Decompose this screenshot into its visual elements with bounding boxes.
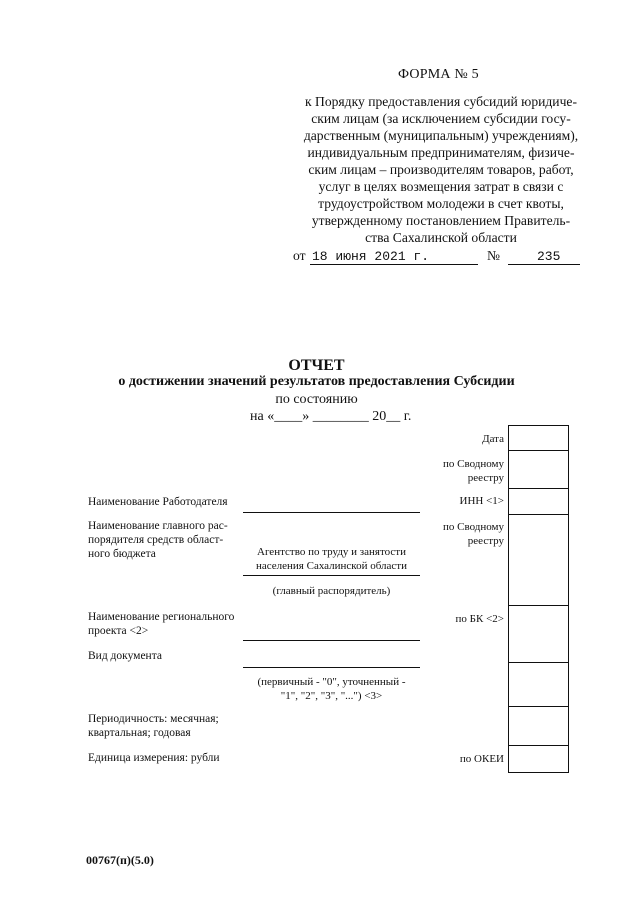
intro-line: индивидуальным предпринимателям, физиче- bbox=[307, 145, 575, 160]
intro-line: утвержденному постановлением Правитель- bbox=[311, 213, 571, 228]
registry-line: реестру bbox=[467, 535, 504, 547]
doc-caption-line: "1", "2", "3", "...") <3> bbox=[280, 690, 383, 702]
chief-field-line bbox=[243, 575, 420, 576]
decree-number-sign: № bbox=[487, 248, 500, 263]
doc-type-caption bbox=[243, 675, 420, 703]
doc-caption-line: (первичный - "0", уточненный - bbox=[257, 676, 406, 688]
registry-code-label bbox=[420, 457, 504, 485]
report-date-template: на «____» ________ 20__ г. bbox=[250, 409, 412, 424]
doc-type-field-line bbox=[243, 667, 420, 668]
decree-number-value: 235 bbox=[537, 249, 561, 264]
regional-project-line: Наименование регионального bbox=[88, 611, 235, 623]
okei-code-box[interactable] bbox=[508, 746, 569, 773]
employer-label: Наименование Работодателя bbox=[88, 496, 228, 508]
intro-line: ским лицам (за исключением субсидии госу- bbox=[311, 111, 571, 126]
agency-line: населения Сахалинской области bbox=[255, 560, 407, 572]
chief-manager-line: порядителя средств област- bbox=[88, 534, 224, 546]
registry-code-box[interactable] bbox=[508, 450, 569, 489]
intro-line: к Порядку предоставления субсидий юридиче- bbox=[305, 94, 577, 109]
bk-code-box[interactable] bbox=[508, 606, 569, 663]
report-state-label: по состоянию bbox=[275, 392, 358, 407]
decree-number-underline bbox=[508, 264, 580, 265]
decree-date-prefix: от bbox=[293, 248, 306, 263]
agency-name bbox=[243, 545, 420, 573]
registry-line: по Сводному bbox=[442, 521, 504, 533]
intro-line: трудоустройством молодежи в счет квоты, bbox=[318, 196, 564, 211]
registry-line: по Сводному bbox=[442, 458, 504, 470]
inn-code-label: ИНН <1> bbox=[459, 495, 504, 507]
regional-project-field-line bbox=[243, 640, 420, 641]
periodicity-label bbox=[88, 712, 219, 740]
chief-caption: (главный распорядитель) bbox=[272, 585, 391, 597]
chief-manager-label bbox=[88, 519, 228, 561]
doc-type-code-box[interactable] bbox=[508, 663, 569, 707]
intro-line: дарственным (муниципальным) учреждениям), bbox=[303, 128, 579, 143]
registry-code-box-2[interactable] bbox=[508, 515, 569, 606]
form-code: 00767(п)(5.0) bbox=[86, 853, 154, 867]
bk-code-label: по БК <2> bbox=[455, 613, 504, 625]
doc-type-label: Вид документа bbox=[88, 650, 162, 662]
regional-project-line: проекта <2> bbox=[88, 625, 149, 637]
chief-manager-line: Наименование главного рас- bbox=[88, 520, 228, 532]
employer-field-line bbox=[243, 512, 420, 513]
decree-date-underline bbox=[310, 264, 478, 265]
date-code-label: Дата bbox=[482, 433, 504, 445]
chief-manager-line: ного бюджета bbox=[88, 548, 156, 560]
decree-date-value: 18 июня 2021 г. bbox=[312, 249, 430, 264]
report-subtitle: о достижении значений результатов предоставления Субсидии bbox=[118, 374, 515, 389]
report-title: ОТЧЕТ bbox=[288, 357, 345, 374]
unit-label: Единица измерения: рубли bbox=[88, 752, 220, 764]
intro-line: ским лицам – производителям товаров, работ, bbox=[308, 162, 574, 177]
okei-code-label: по ОКЕИ bbox=[459, 753, 504, 765]
form-intro-text bbox=[282, 93, 600, 246]
registry-code-label-2 bbox=[420, 520, 504, 548]
form-number-title: ФОРМА № 5 bbox=[398, 67, 479, 82]
intro-line: услуг в целях возмещения затрат в связи с bbox=[318, 179, 564, 194]
date-code-box[interactable] bbox=[508, 425, 569, 451]
agency-line: Агентство по труду и занятости bbox=[257, 546, 406, 558]
registry-line: реестру bbox=[467, 472, 504, 484]
periodicity-line: Периодичность: месячная; bbox=[88, 713, 219, 725]
inn-code-box[interactable] bbox=[508, 489, 569, 515]
regional-project-label bbox=[88, 610, 234, 638]
periodicity-code-box[interactable] bbox=[508, 707, 569, 746]
periodicity-line: квартальная; годовая bbox=[88, 727, 191, 739]
intro-line: ства Сахалинской области bbox=[365, 230, 517, 245]
